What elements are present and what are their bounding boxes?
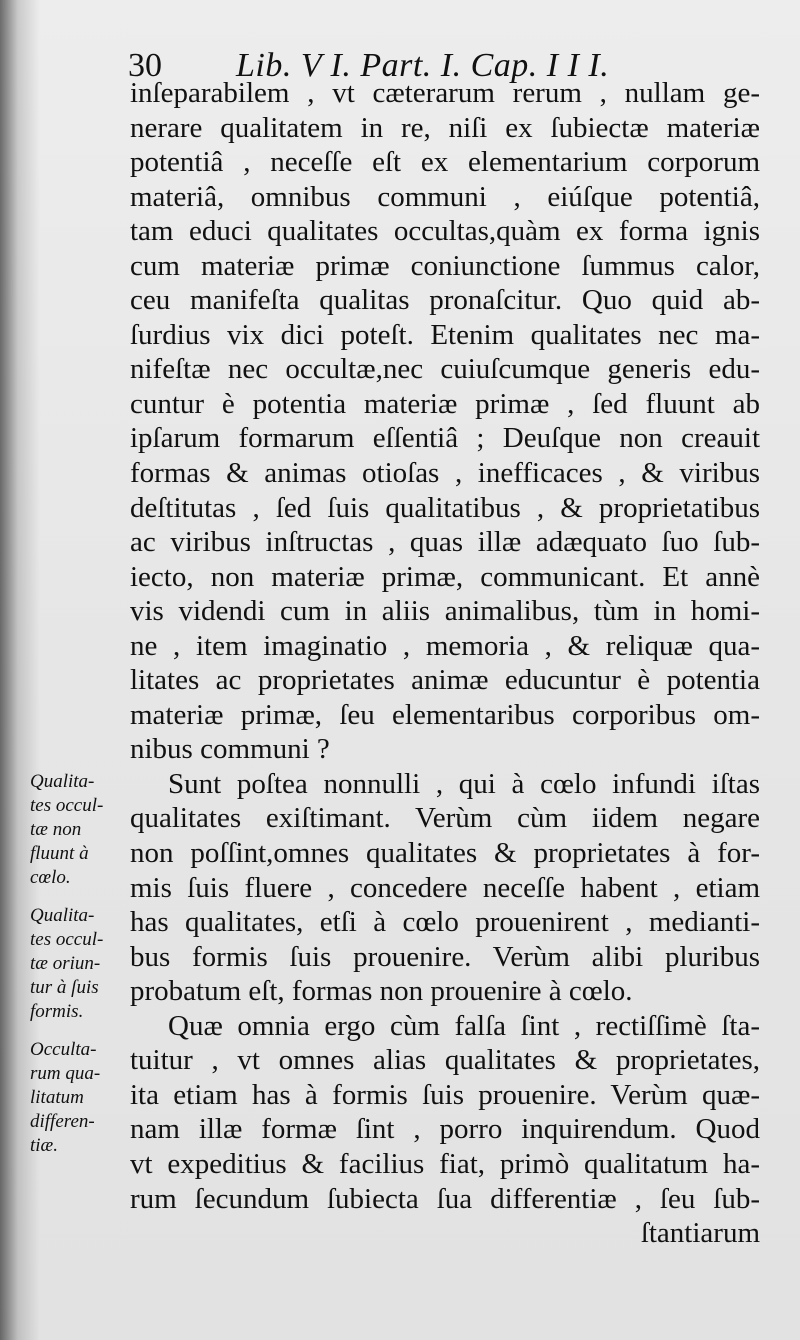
margin-note — [30, 1038, 130, 1158]
text-line: non poſſint,omnes qualitates & proprietates à for- — [130, 837, 760, 870]
text-line: ceu manifeſta qualitas pronaſcitur. Quo quid ab- — [130, 284, 760, 317]
margin-note-line: litatum — [30, 1087, 84, 1108]
text-line: cum materiæ primæ coniunctione ſummus calor, — [130, 249, 760, 282]
text-line: bus formis ſuis prouenire. Verùm alibi pluribus — [130, 940, 760, 973]
text-line: deſtitutas , ſed ſuis qualitatibus , & proprietatibus — [130, 491, 760, 524]
text-line: formas & animas otioſas , inefficaces , & viribus — [130, 457, 760, 490]
catchword-line: ſtantiarum — [640, 1217, 760, 1250]
text-line: materiæ primæ, ſeu elementaribus corporibus om- — [130, 698, 760, 731]
text-line: nifeſtæ nec occultæ,nec cuiuſcumque generis edu- — [130, 353, 760, 386]
text-line: vis videndi cum in aliis animalibus, tùm in homi- — [130, 595, 760, 628]
text-line: ita etiam has à formis ſuis prouenire. Verùm quæ- — [130, 1078, 760, 1111]
margin-note-line: tæ non — [30, 819, 82, 840]
margin-note — [30, 770, 130, 890]
margin-note-line: Qualita- — [30, 771, 95, 792]
text-line: has qualitates, etſi à cœlo prouenirent , medianti- — [130, 906, 760, 939]
margin-note-line: tes occul- — [30, 929, 104, 950]
margin-note-line: differen- — [30, 1111, 95, 1132]
text-line: mis ſuis fluere , concedere neceſſe habent , etiam — [130, 871, 760, 904]
text-line: potentiâ , neceſſe eſt ex elementarium corporum — [130, 146, 760, 179]
margin-note-line: Qualita- — [30, 905, 95, 926]
text-line: rum ſecundum ſubiecta ſua differentiæ , ſeu ſub- — [130, 1182, 760, 1215]
margin-note-line: tæ oriun- — [30, 953, 101, 974]
text-line: nerare qualitatem in re, niſi ex ſubiectæ materiæ — [130, 111, 760, 144]
text-line: vt expeditius & facilius fiat, primò qualitatum ha- — [130, 1147, 760, 1180]
body-text — [130, 76, 760, 1251]
text-line: iecto, non materiæ primæ, communicant. Et annè — [130, 560, 760, 593]
text-line: nam illæ formæ ſint , porro inquirendum. Quod — [130, 1113, 760, 1146]
running-head: Lib. V I. Part. I. Cap. I I I. — [236, 47, 610, 84]
text-line: tam educi qualitates occultas,quàm ex forma ignis — [130, 215, 760, 248]
text-line: nibus communi ? — [130, 733, 330, 766]
text-line: tuitur , vt omnes alias qualitates & proprietates, — [130, 1044, 760, 1077]
margin-note-line: formis. — [30, 1001, 84, 1022]
text-line: cuntur è potentia materiæ primæ , ſed fluunt ab — [130, 387, 760, 420]
text-line: ipſarum formarum eſſentiâ ; Deuſque non creauit — [130, 422, 760, 455]
margin-note-line: Occulta- — [30, 1039, 97, 1060]
margin-note-line: fluunt à — [30, 843, 89, 864]
text-line: inſeparabilem , vt cæterarum rerum , nullam ge- — [130, 77, 760, 109]
margin-note-line: tes occul- — [30, 795, 104, 816]
paragraph-start-line: Quæ omnia ergo cùm falſa ſint , rectiſſimè ſta- — [168, 1009, 760, 1042]
text-line: ſurdius vix dici poteſt. Etenim qualitates nec ma- — [130, 318, 760, 351]
margin-notes — [30, 770, 130, 1172]
margin-note-line: tiæ. — [30, 1135, 58, 1156]
page-number: 30 — [128, 47, 162, 84]
margin-note — [30, 904, 130, 1024]
margin-note-line: rum qua- — [30, 1063, 101, 1084]
text-line: litates ac proprietates animæ educuntur è potentia — [130, 664, 760, 697]
text-line: probatum eſt, formas non prouenire à cœlo. — [130, 975, 633, 1008]
text-line: ne , item imaginatio , memoria , & reliquæ qua- — [130, 629, 760, 662]
margin-note-line: cœlo. — [30, 867, 71, 888]
paragraph-start-line: Sunt poſtea nonnulli , qui à cœlo infundi iſtas — [168, 767, 760, 800]
text-line: materiâ, omnibus communi , eiúſque potentiâ, — [130, 180, 760, 213]
text-line: qualitates exiſtimant. Verùm cùm iidem negare — [130, 802, 760, 835]
text-line: ac viribus inſtructas , quas illæ adæquato ſuo ſub- — [130, 526, 760, 559]
margin-note-line: tur à ſuis — [30, 977, 99, 998]
